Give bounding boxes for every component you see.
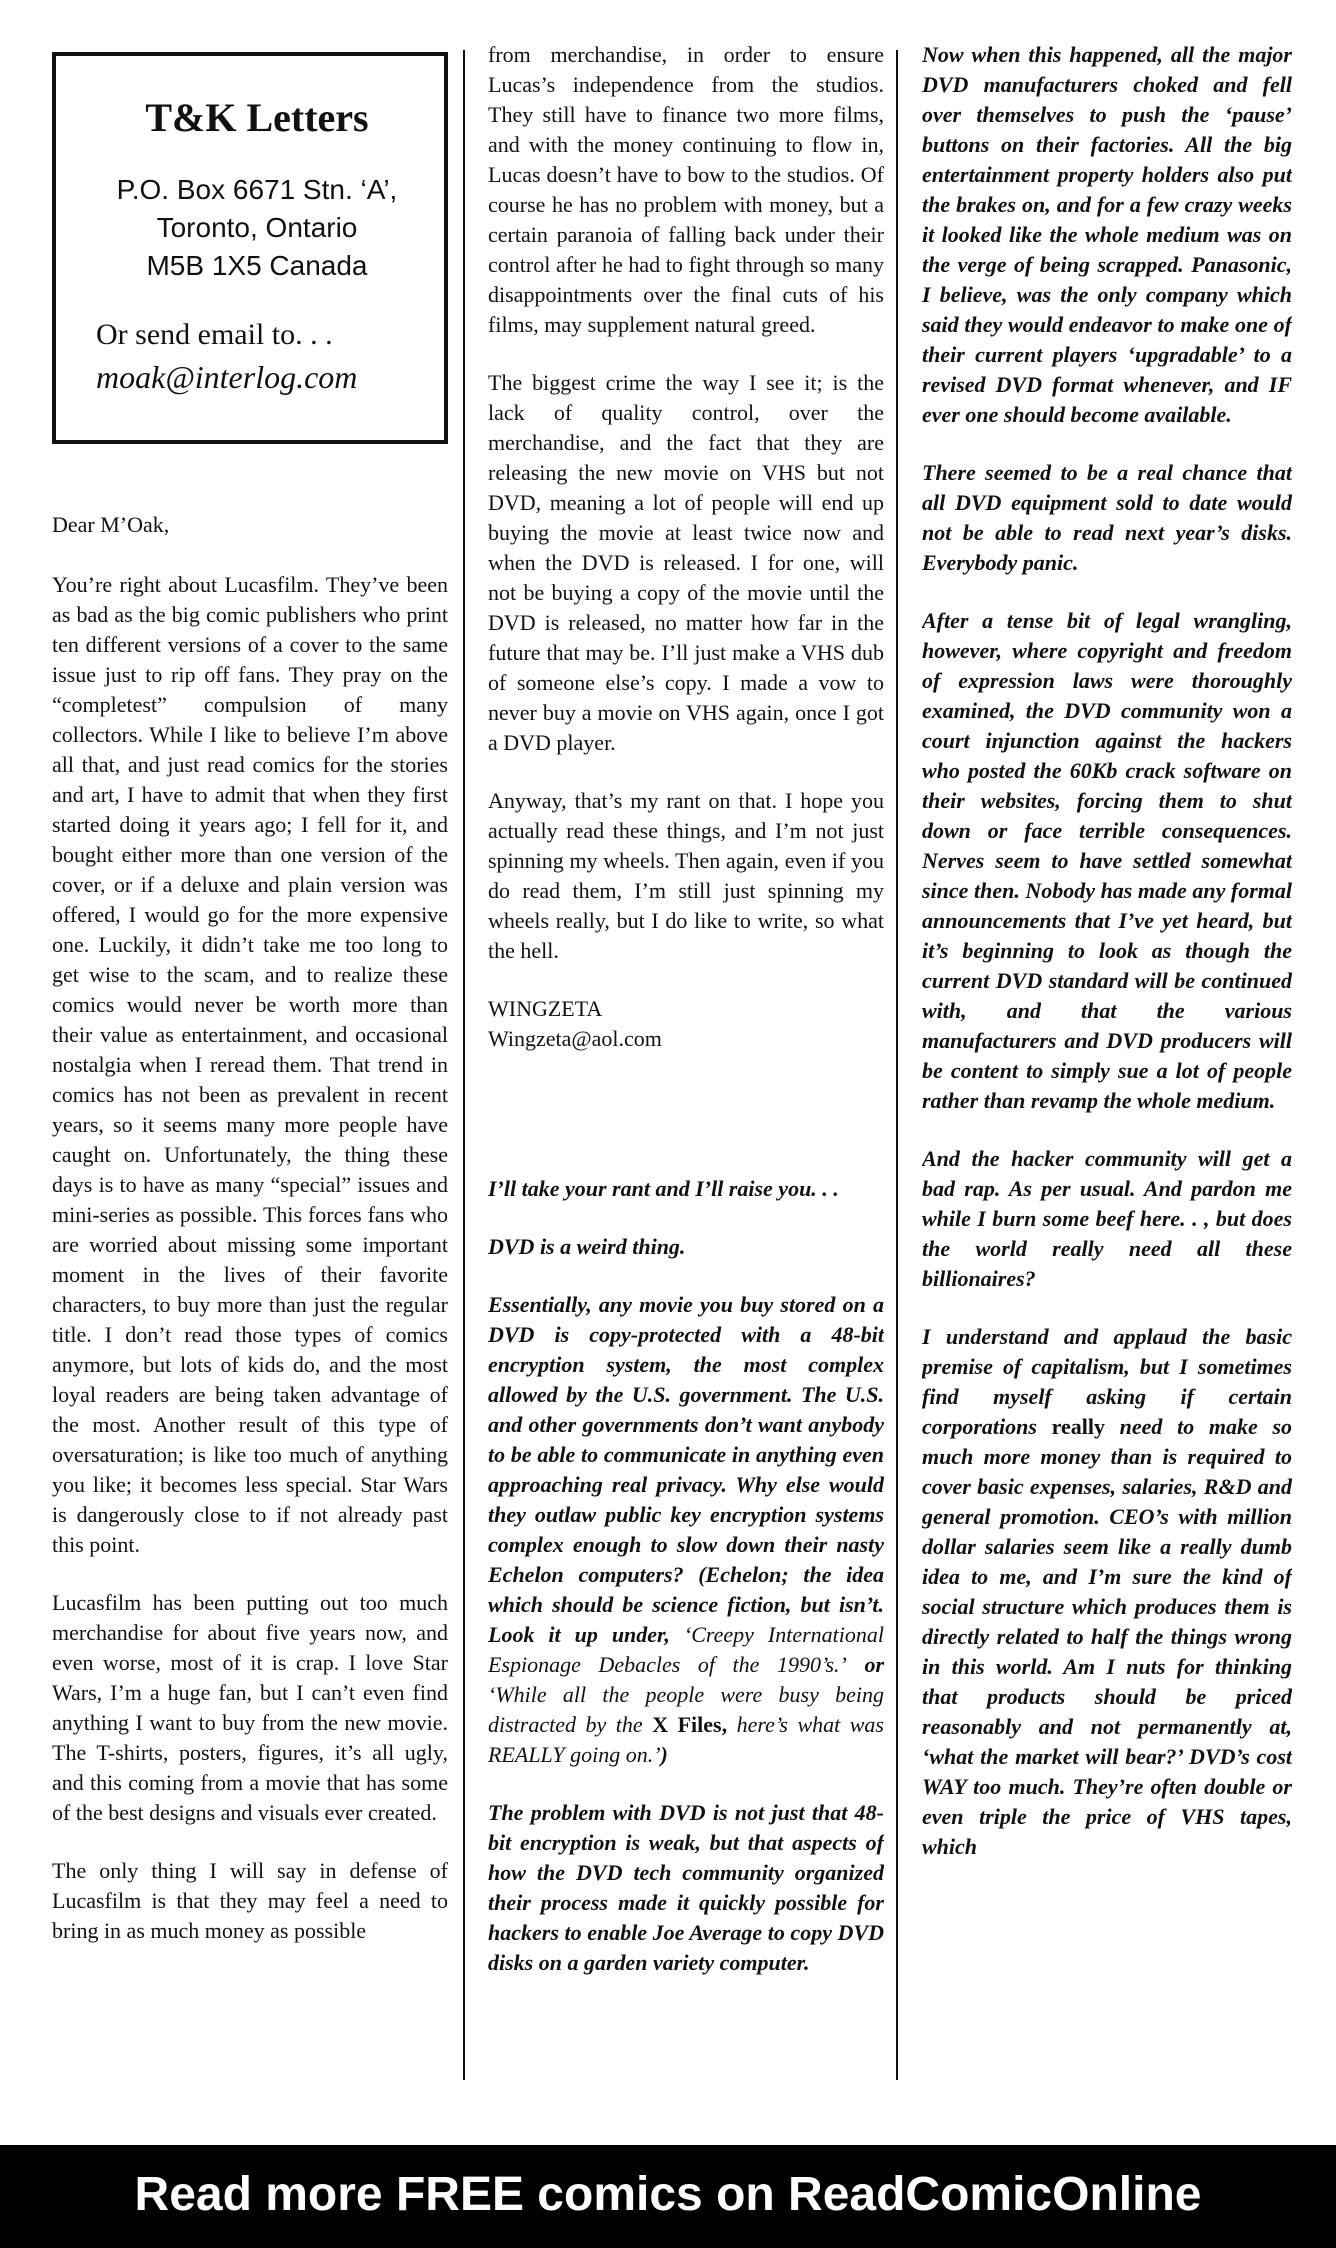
column-right: [922, 40, 1292, 2070]
signature-email: Wingzeta@aol.com: [488, 1026, 662, 1051]
reply-paragraph: DVD is a weird thing.: [488, 1234, 686, 1259]
letter-paragraph: The only thing I will say in defense of Lucasfilm is that they may feel a need to bring in as much money as possible: [52, 1858, 448, 1943]
letter-paragraph: The biggest crime the way I see it; is the lack of quality control, over the merchandise, and the fact that they are releasing the new movie on VHS but not DVD, meaning a lot of people will end up buying the movie at least twice now and when the DVD is released. I for one, will not be buying a copy of the movie until the DVD is released, no matter how far in the future that may be. I’ll just make a VHS dub of someone else’s copy. I made a vow to never buy a movie on VHS again, once I got a DVD player.: [488, 370, 884, 755]
reply-paragraph: There seemed to be a real chance that all DVD equipment sold to date would not be able to read next year’s disks. Everybody panic.: [922, 460, 1292, 575]
reply-text: Essentially, any movie you buy stored on a DVD is copy-protected with a 48-bit encryption system, the most complex allowed by the U.S. government. The U.S. and other governments don’t want anybody to be able to communicate in anything even approaching real privacy. Why else would they outlaw public key encryption systems complex enough to slow down their nasty Echelon computers? (Echelon; the idea which should be science fiction, but isn’t. Look it up under,: [488, 1292, 884, 1647]
reply-text: here’s what was REALLY going on.’: [488, 1712, 884, 1767]
promo-banner[interactable]: Read more FREE comics on ReadComicOnline: [0, 2145, 1336, 2248]
letter-paragraph: Lucasfilm has been putting out too much merchandise for about five years now, and even worse, most of it is crap. I love Star Wars, I’m a huge fan, but I can’t even find anything I want to buy from the new movie. The T-shirts, posters, figures, it’s all ugly, and this coming from a movie that has some of the best designs and visuals ever created.: [52, 1590, 448, 1825]
reply-text: ): [660, 1742, 668, 1767]
reply-text: X Files,: [652, 1712, 728, 1737]
reply-paragraph: The problem with DVD is not just that 48-bit encryption is weak, but that aspects of how the DVD tech community organized their process made it quickly possible for hackers to enable Joe Average to copy DVD disks on a garden variety computer.: [488, 1800, 884, 1975]
reply-paragraph: I’ll take your rant and I’ll raise you. . .: [488, 1176, 839, 1201]
letter-paragraph: You’re right about Lucasfilm. They’ve been as bad as the big comic publishers who print ten different versions of a cover to the same issue just to rip off fans. They pray on the “completest” compulsion of many collectors. While I like to believe I’m above all that, and just read comics for the stories and art, I have to admit that when they first started doing it years ago; I fell for it, and bought either more than one version of the cover, or if a deluxe and plain version was offered, I would go for the more expensive one. Luckily, it didn’t take me too long to get wise to the scam, and to realize these comics would never be worth more than their value as entertainment, and occasional nostalgia when I reread them. That trend in comics has not been as prevalent in recent years, so it seems many more people have caught on. Unfortunately, the thing these days is to have as many “special” issues and mini-series as possible. This forces fans who are worried about missing some important moment in the lives of their favorite characters, to buy more than just the regular title. I don’t read those types of comics anymore, but lots of kids do, and the most loyal readers are being taken advantage of the most. Another result of this type of oversaturation; is like too much of anything you like; it becomes less special. Star Wars is dangerously close to if not already past this point.: [52, 572, 448, 1557]
letter-signature: [488, 994, 884, 1054]
column-divider: [463, 50, 465, 2080]
letter-paragraph: from merchandise, in order to ensure Lucas’s independence from the studios. They still have to finance two more films, and with the money continuing to flow in, Lucas doesn’t have to bow to the studios. Of course he has no problem with money, but a certain paranoia of falling back under their control after he had to fight through so many disappointments over the final cuts of his films, may supplement natural greed.: [488, 42, 884, 337]
email-label: Or send email to. . .: [96, 318, 333, 351]
reply-text: need to make so much more money than is required to cover basic expenses, salaries, R&D and general promotion. CEO’s with million dollar salaries seem like a really dumb idea to me, and I’m sure the kind of social structure which produces them is directly related to half the things wrong in this world. Am I nuts for thinking that products should be priced reasonably and not permanently at, ‘what the market will bear?’ DVD’s cost WAY too much. They’re often double or even triple the price of VHS tapes, which: [922, 1414, 1292, 1859]
reply-text: really: [1051, 1414, 1105, 1439]
address-line: P.O. Box 6671 Stn. ‘A’,: [116, 174, 398, 205]
address-line: M5B 1X5 Canada: [146, 250, 368, 281]
letters-address-box: [52, 52, 448, 444]
reply-text: ‘Creepy International Espionage Debacles of the 1990’s.’: [488, 1622, 884, 1677]
address-line: Toronto, Ontario: [156, 212, 358, 243]
reply-text: I understand and applaud the basic premise of capitalism, but I sometimes find myself asking if certain corporations: [922, 1324, 1292, 1439]
reply-paragraph: [488, 1290, 884, 1770]
contact-email: moak@interlog.com: [96, 359, 358, 395]
reply-text: or: [864, 1652, 884, 1677]
column-divider: [896, 50, 898, 2080]
column-middle: [488, 40, 884, 2070]
letter-salutation: Dear M’Oak,: [52, 512, 170, 537]
reply-text: ‘While all the people were busy being distracted by the: [488, 1682, 884, 1737]
letter-paragraph: Anyway, that’s my rant on that. I hope you actually read these things, and I’m not just spinning my wheels. Then again, even if you do read them, I’m still just spinning my wheels really, but I do like to write, so what the hell.: [488, 788, 884, 963]
reply-paragraph: [922, 1322, 1292, 1862]
reply-paragraph: Now when this happened, all the major DVD manufacturers choked and fell over themselves to push the ‘pause’ buttons on their factories. All the big entertainment property holders also put the brakes on, and for a few crazy weeks it looked like the whole medium was on the verge of being scrapped. Panasonic, I believe, was the only company which said they would endeavor to make one of their current players ‘upgradable’ to a revised DVD format whenever, and IF ever one should become available.: [922, 42, 1292, 427]
mailing-address: [96, 171, 418, 285]
signature-name: WINGZETA: [488, 996, 603, 1021]
reply-paragraph: And the hacker community will get a bad rap. As per usual. And pardon me while I burn some beef here. . , but does the world really need all these billionaires?: [922, 1146, 1292, 1291]
letters-title: T&K Letters: [145, 95, 369, 140]
reply-paragraph: After a tense bit of legal wrangling, however, where copyright and freedom of expression laws were thoroughly examined, the DVD community won a court injunction against the hackers who posted the 60Kb crack software on their websites, forcing them to shut down or face terrible consequences. Nerves seem to have settled somewhat since then. Nobody has made any formal announcements that I’ve yet heard, but it’s beginning to look as though the current DVD standard will be continued with, and that the various manufacturers and DVD producers will be content to simply sue a lot of people rather than revamp the whole medium.: [922, 608, 1292, 1113]
column-left: [52, 40, 448, 2070]
